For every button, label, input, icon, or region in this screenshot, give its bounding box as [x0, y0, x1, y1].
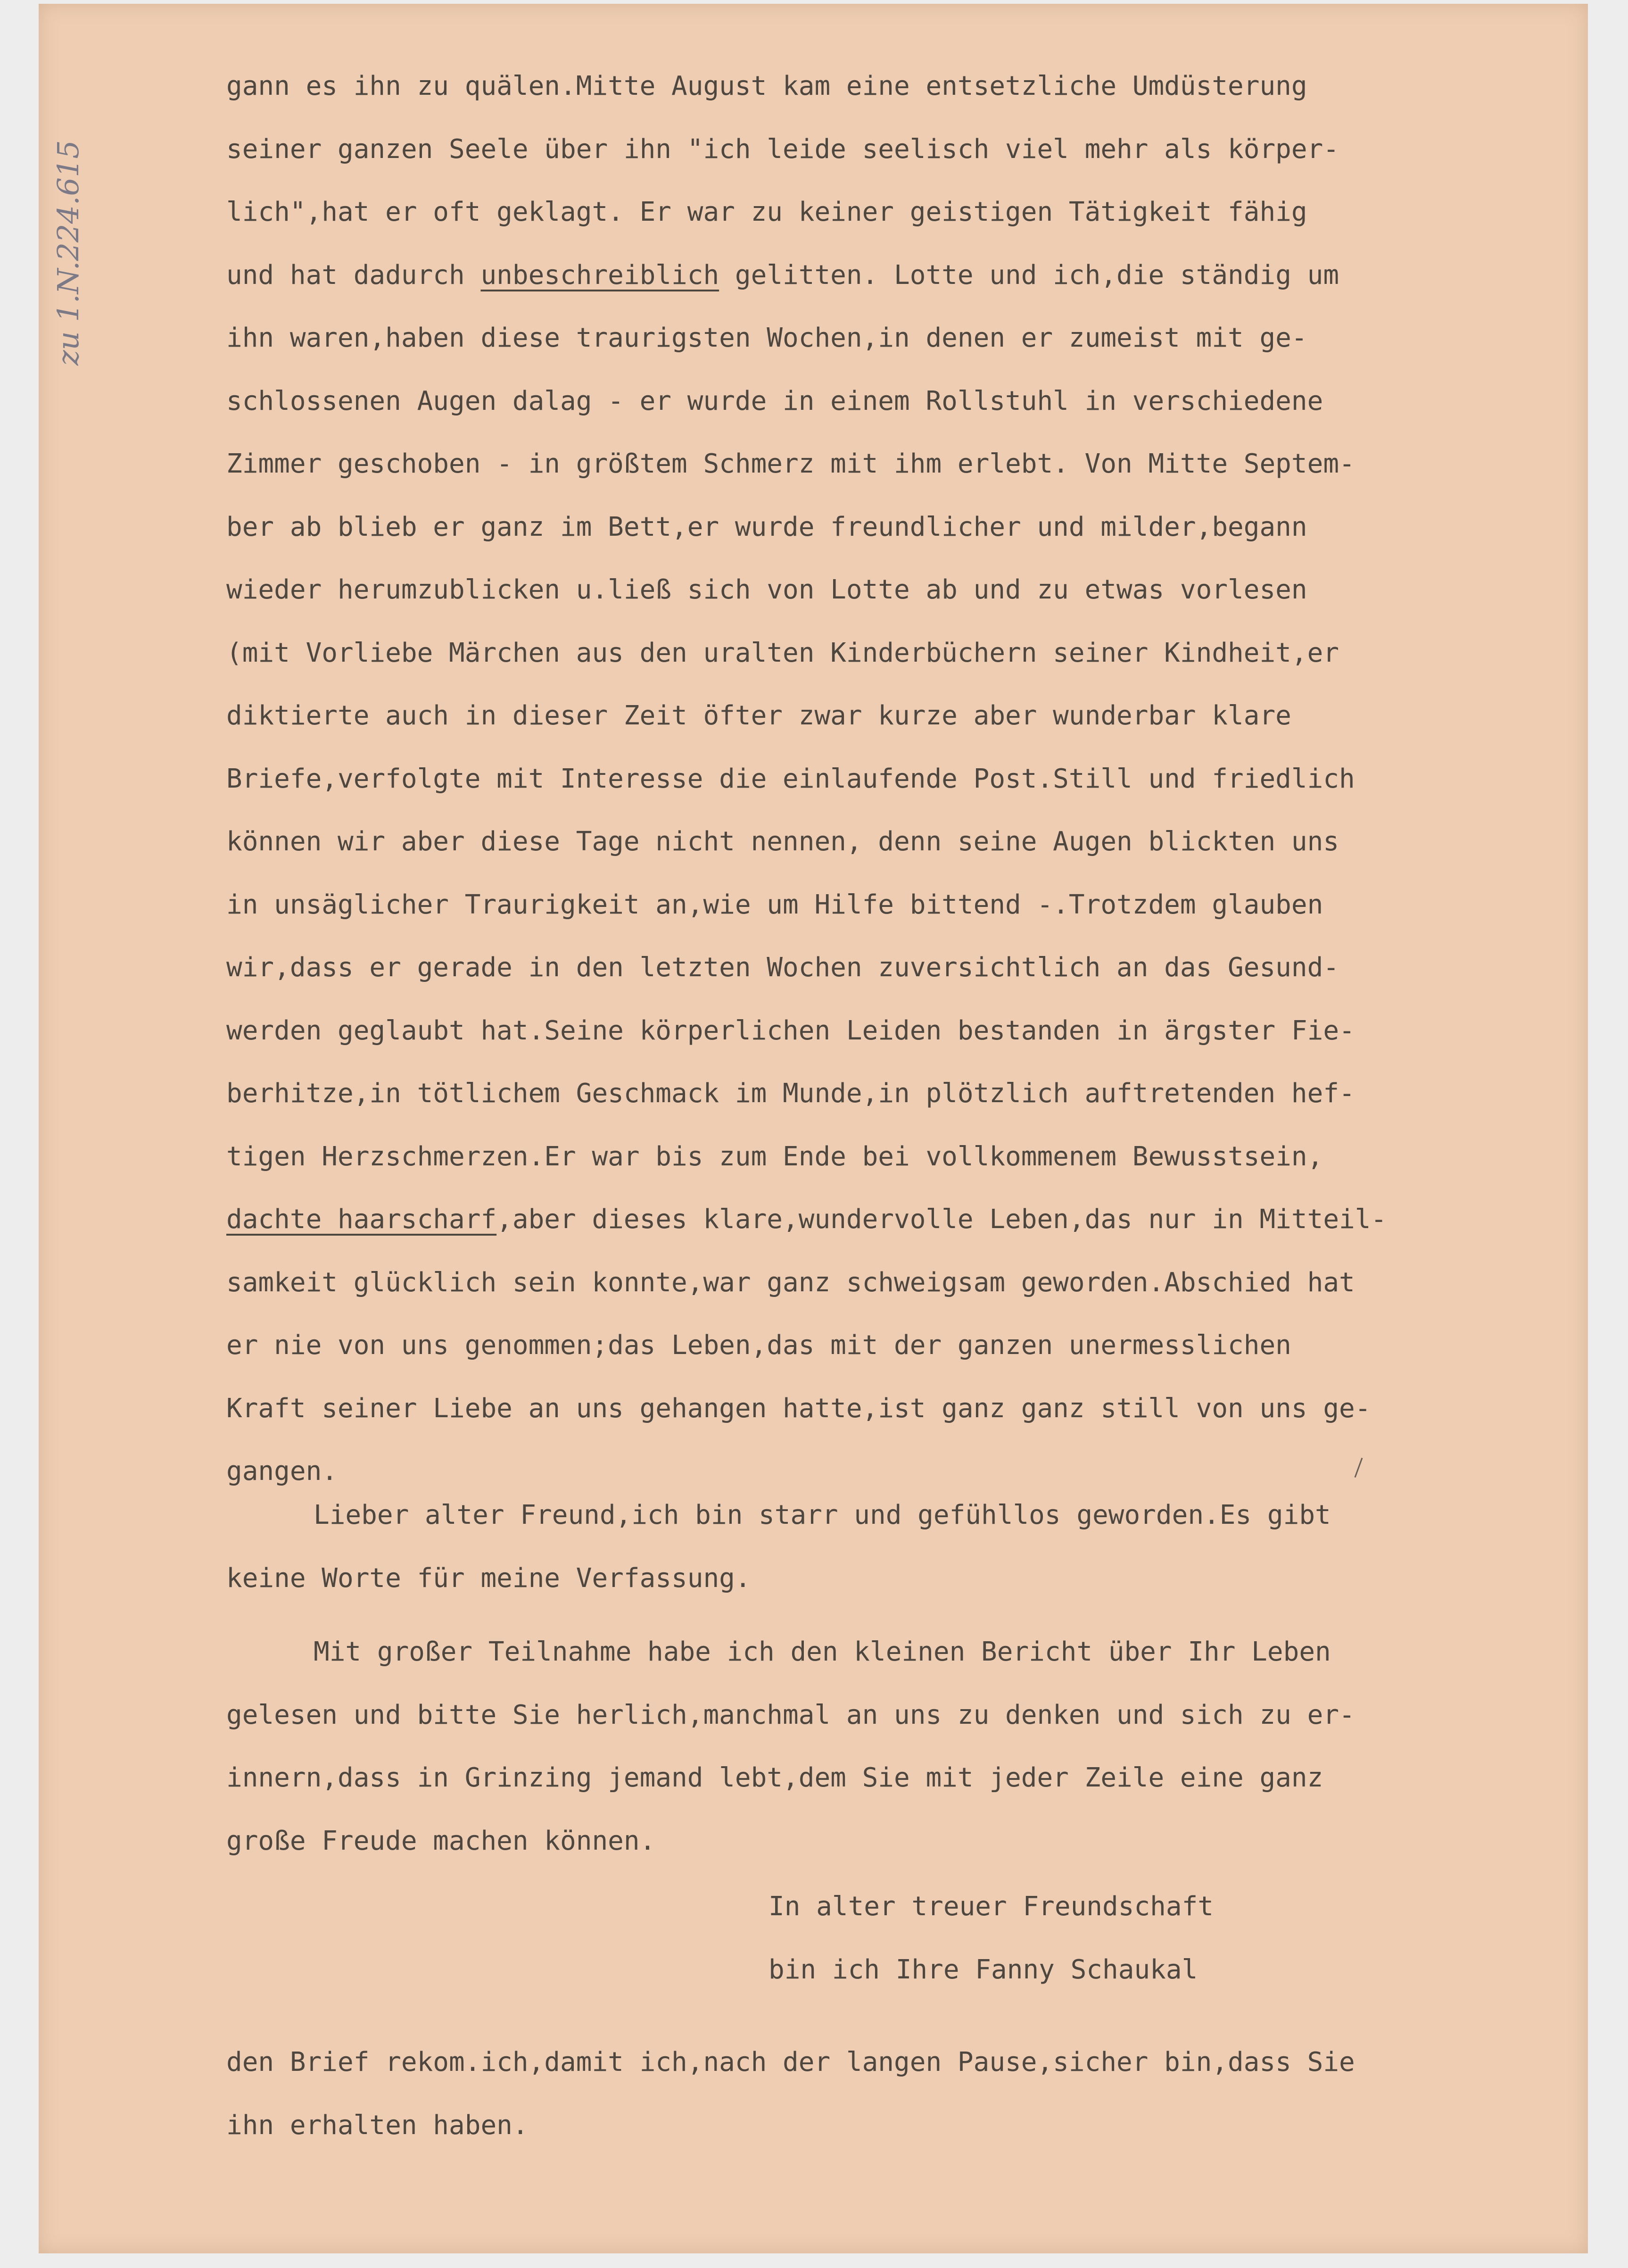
body-line: gangen.: [226, 1456, 338, 1487]
line-segment: gelitten. Lotte und ich,die ständig um: [719, 259, 1339, 291]
body-line: [226, 260, 1339, 291]
body-line: können wir aber diese Tage nicht nennen, denn seine Augen blickten uns: [226, 826, 1339, 857]
body-line: schlossenen Augen dalag - er wurde in einem Rollstuhl in verschiedene: [226, 385, 1323, 416]
postscript-line: ihn erhalten haben.: [226, 2110, 529, 2141]
body-line: in unsäglicher Traurigkeit an,wie um Hilfe bittend -.Trotzdem glauben: [226, 889, 1323, 920]
body-line: wir,dass er gerade in den letzten Wochen zuversichtlich an das Gesund-: [226, 952, 1339, 983]
underlined-phrase: unbeschreiblich: [480, 259, 719, 291]
closing-line: In alter treuer Freundschaft: [769, 1891, 1214, 1922]
body-line: gann es ihn zu quälen.Mitte August kam eine entsetzliche Umdüsterung: [226, 71, 1307, 101]
body-line: lich",hat er oft geklagt. Er war zu keiner geistigen Tätigkeit fähig: [226, 197, 1307, 227]
body-line: keine Worte für meine Verfassung.: [226, 1562, 751, 1594]
line-segment: ,aber dieses klare,wundervolle Leben,das nur in Mitteil-: [496, 1204, 1387, 1235]
body-line: Mit großer Teilnahme habe ich den kleinen Bericht über Ihr Leben: [314, 1637, 1331, 1667]
body-line: samkeit glücklich sein konnte,war ganz schweigsam geworden.Abschied hat: [226, 1267, 1355, 1298]
body-line: gelesen und bitte Sie herlich,manchmal an uns zu denken und sich zu er-: [226, 1699, 1355, 1730]
line-segment: und hat dadurch: [226, 259, 481, 291]
body-line: Zimmer geschoben - in größtem Schmerz mit ihm erlebt. Von Mitte Septem-: [226, 449, 1355, 479]
body-line: tigen Herzschmerzen.Er war bis zum Ende bei vollkommenem Bewusstsein,: [226, 1141, 1323, 1172]
body-line: innern,dass in Grinzing jemand lebt,dem Sie mit jeder Zeile eine ganz: [226, 1762, 1323, 1793]
body-line: Lieber alter Freund,ich bin starr und gefühllos geworden.Es gibt: [314, 1500, 1331, 1530]
body-line: Briefe,verfolgte mit Interesse die einlaufende Post.Still und friedlich: [226, 763, 1355, 794]
underlined-phrase: dachte haarscharf: [226, 1204, 497, 1235]
body-line: ihn waren,haben diese traurigsten Wochen,in denen er zumeist mit ge-: [226, 323, 1307, 353]
closing-line: bin ich Ihre Fanny Schaukal: [769, 1954, 1198, 1985]
postscript-line: den Brief rekom.ich,damit ich,nach der langen Pause,sicher bin,dass Sie: [226, 2047, 1355, 2077]
body-line: seiner ganzen Seele über ihn "ich leide seelisch viel mehr als körper-: [226, 133, 1339, 165]
body-line: [226, 1204, 1387, 1235]
body-line: wieder herumzublicken u.ließ sich von Lotte ab und zu etwas vorlesen: [226, 574, 1307, 605]
body-line: (mit Vorliebe Märchen aus den uralten Kinderbüchern seiner Kindheit,er: [226, 637, 1339, 668]
body-line: werden geglaubt hat.Seine körperlichen Leiden bestanden in ärgster Fie-: [226, 1015, 1355, 1046]
body-line: ber ab blieb er ganz im Bett,er wurde freundlicher und milder,begann: [226, 511, 1307, 542]
body-line: Kraft seiner Liebe an uns gehangen hatte,ist ganz ganz still von uns ge-: [226, 1393, 1371, 1424]
body-line: große Freude machen können.: [226, 1825, 656, 1856]
body-line: berhitze,in tötlichem Geschmack im Munde,in plötzlich auftretenden hef-: [226, 1078, 1355, 1109]
body-line: er nie von uns genommen;das Leben,das mit der ganzen unermesslichen: [226, 1330, 1291, 1361]
body-line: diktierte auch in dieser Zeit öfter zwar kurze aber wunderbar klare: [226, 700, 1291, 731]
archive-reference-note: zu 1.N.224.615: [51, 140, 85, 366]
